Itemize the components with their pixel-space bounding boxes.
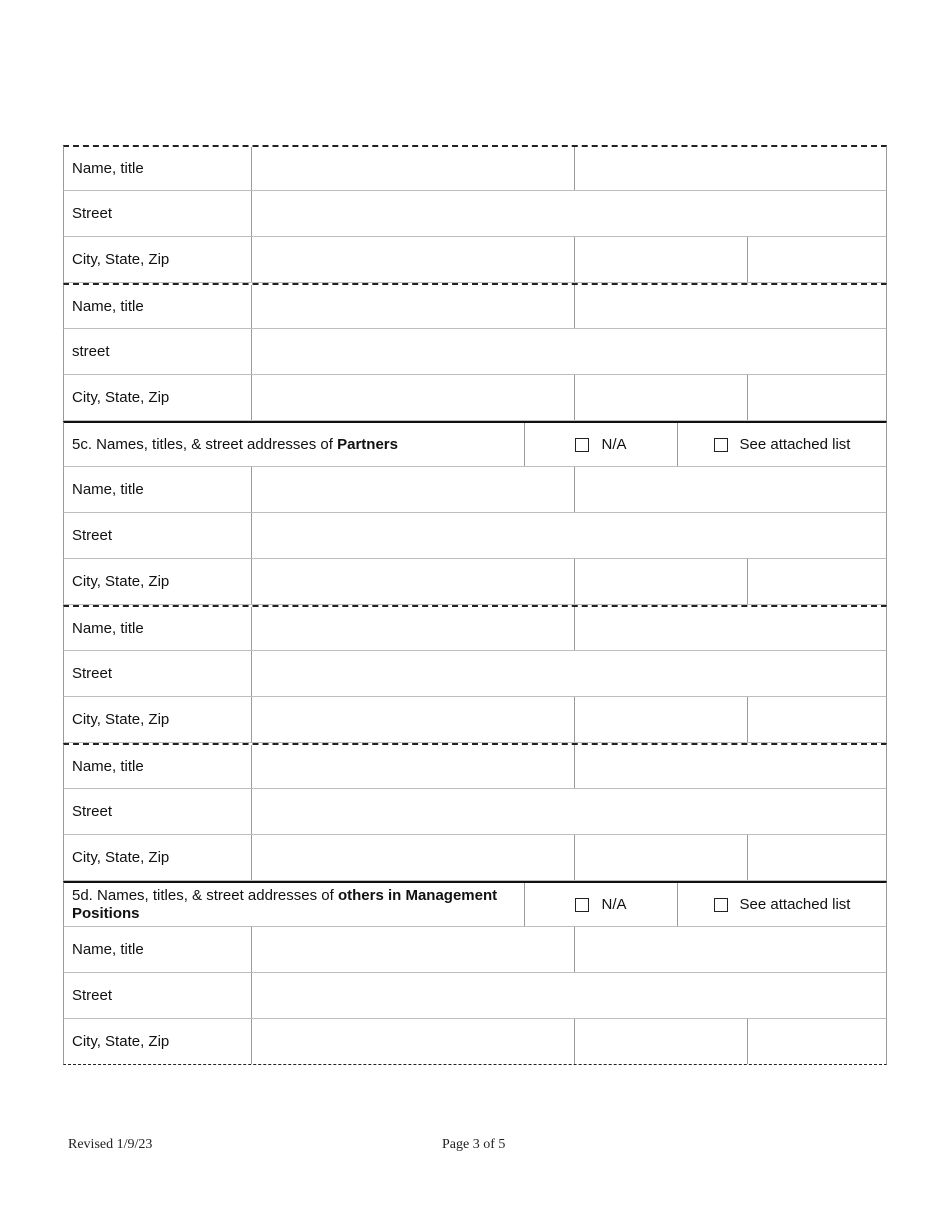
street-row — [63, 789, 887, 835]
street-row — [63, 513, 887, 559]
name-field[interactable] — [252, 607, 575, 650]
name-title-label: Name, title — [64, 285, 252, 328]
city-state-zip-label: City, State, Zip — [64, 835, 252, 880]
city-field[interactable] — [252, 375, 575, 420]
section-title-bold: Partners — [337, 435, 398, 453]
state-field[interactable] — [575, 835, 748, 880]
checkbox-icon[interactable] — [575, 438, 589, 452]
name-title-row — [63, 145, 887, 191]
title-field[interactable] — [575, 467, 886, 512]
see-attached-label: See attached list — [739, 896, 851, 913]
street-label: Street — [64, 973, 252, 1018]
street-field[interactable] — [252, 789, 886, 834]
city-state-zip-label: City, State, Zip — [64, 375, 252, 420]
state-field[interactable] — [575, 237, 748, 282]
name-field[interactable] — [252, 147, 575, 190]
city-field[interactable] — [252, 697, 575, 742]
street-label: Street — [64, 651, 252, 696]
section-title-bold: others in Management Positions — [72, 886, 498, 922]
checkbox-icon[interactable] — [714, 898, 728, 912]
city-state-zip-label: City, State, Zip — [64, 237, 252, 282]
street-row — [63, 973, 887, 1019]
na-label: N/A — [601, 896, 627, 913]
city-field[interactable] — [252, 237, 575, 282]
name-field[interactable] — [252, 467, 575, 512]
zip-field[interactable] — [748, 1019, 886, 1064]
city-field[interactable] — [252, 1019, 575, 1064]
street-label: Street — [64, 191, 252, 236]
na-option[interactable] — [525, 883, 678, 926]
name-title-label: Name, title — [64, 147, 252, 190]
name-title-row — [63, 283, 887, 329]
address-form-table — [63, 145, 887, 1065]
city-field[interactable] — [252, 559, 575, 604]
page-number: Page 3 of 5 — [442, 1137, 506, 1152]
state-field[interactable] — [575, 1019, 748, 1064]
street-label: Street — [64, 513, 252, 558]
name-field[interactable] — [252, 745, 575, 788]
name-title-row — [63, 743, 887, 789]
street-label: street — [64, 329, 252, 374]
city-state-zip-row — [63, 375, 887, 421]
street-row — [63, 329, 887, 375]
city-state-zip-row — [63, 697, 887, 743]
street-field[interactable] — [252, 513, 886, 558]
street-field[interactable] — [252, 329, 886, 374]
street-field[interactable] — [252, 651, 886, 696]
city-state-zip-row — [63, 835, 887, 881]
street-row — [63, 651, 887, 697]
street-field[interactable] — [252, 973, 886, 1018]
zip-field[interactable] — [748, 835, 886, 880]
see-attached-option[interactable] — [678, 883, 886, 926]
title-field[interactable] — [575, 607, 886, 650]
see-attached-label: See attached list — [739, 436, 851, 453]
name-title-label: Name, title — [64, 467, 252, 512]
zip-field[interactable] — [748, 237, 886, 282]
name-title-row — [63, 605, 887, 651]
management-section-header — [63, 881, 887, 927]
city-state-zip-row — [63, 559, 887, 605]
checkbox-icon[interactable] — [714, 438, 728, 452]
title-field[interactable] — [575, 285, 886, 328]
street-label: Street — [64, 789, 252, 834]
state-field[interactable] — [575, 697, 748, 742]
title-field[interactable] — [575, 745, 886, 788]
partners-section-header — [63, 421, 887, 467]
section-title-prefix: 5c. Names, titles, & street addresses of — [72, 435, 338, 453]
name-title-label: Name, title — [64, 927, 252, 972]
na-label: N/A — [601, 436, 627, 453]
zip-field[interactable] — [748, 375, 886, 420]
city-field[interactable] — [252, 835, 575, 880]
checkbox-icon[interactable] — [575, 898, 589, 912]
section-title-prefix: 5d. Names, titles, & street addresses of — [72, 886, 338, 904]
na-option[interactable] — [525, 423, 678, 466]
name-field[interactable] — [252, 285, 575, 328]
name-title-label: Name, title — [64, 745, 252, 788]
zip-field[interactable] — [748, 559, 886, 604]
city-state-zip-label: City, State, Zip — [64, 1019, 252, 1064]
revised-date: Revised 1/9/23 — [68, 1137, 153, 1152]
city-state-zip-row — [63, 1019, 887, 1065]
city-state-zip-row — [63, 237, 887, 283]
name-field[interactable] — [252, 927, 575, 972]
section-title — [64, 883, 525, 926]
city-state-zip-label: City, State, Zip — [64, 559, 252, 604]
section-title — [64, 423, 525, 466]
title-field[interactable] — [575, 147, 886, 190]
state-field[interactable] — [575, 375, 748, 420]
title-field[interactable] — [575, 927, 886, 972]
city-state-zip-label: City, State, Zip — [64, 697, 252, 742]
see-attached-option[interactable] — [678, 423, 886, 466]
name-title-row — [63, 927, 887, 973]
name-title-label: Name, title — [64, 607, 252, 650]
street-field[interactable] — [252, 191, 886, 236]
zip-field[interactable] — [748, 697, 886, 742]
state-field[interactable] — [575, 559, 748, 604]
name-title-row — [63, 467, 887, 513]
street-row — [63, 191, 887, 237]
